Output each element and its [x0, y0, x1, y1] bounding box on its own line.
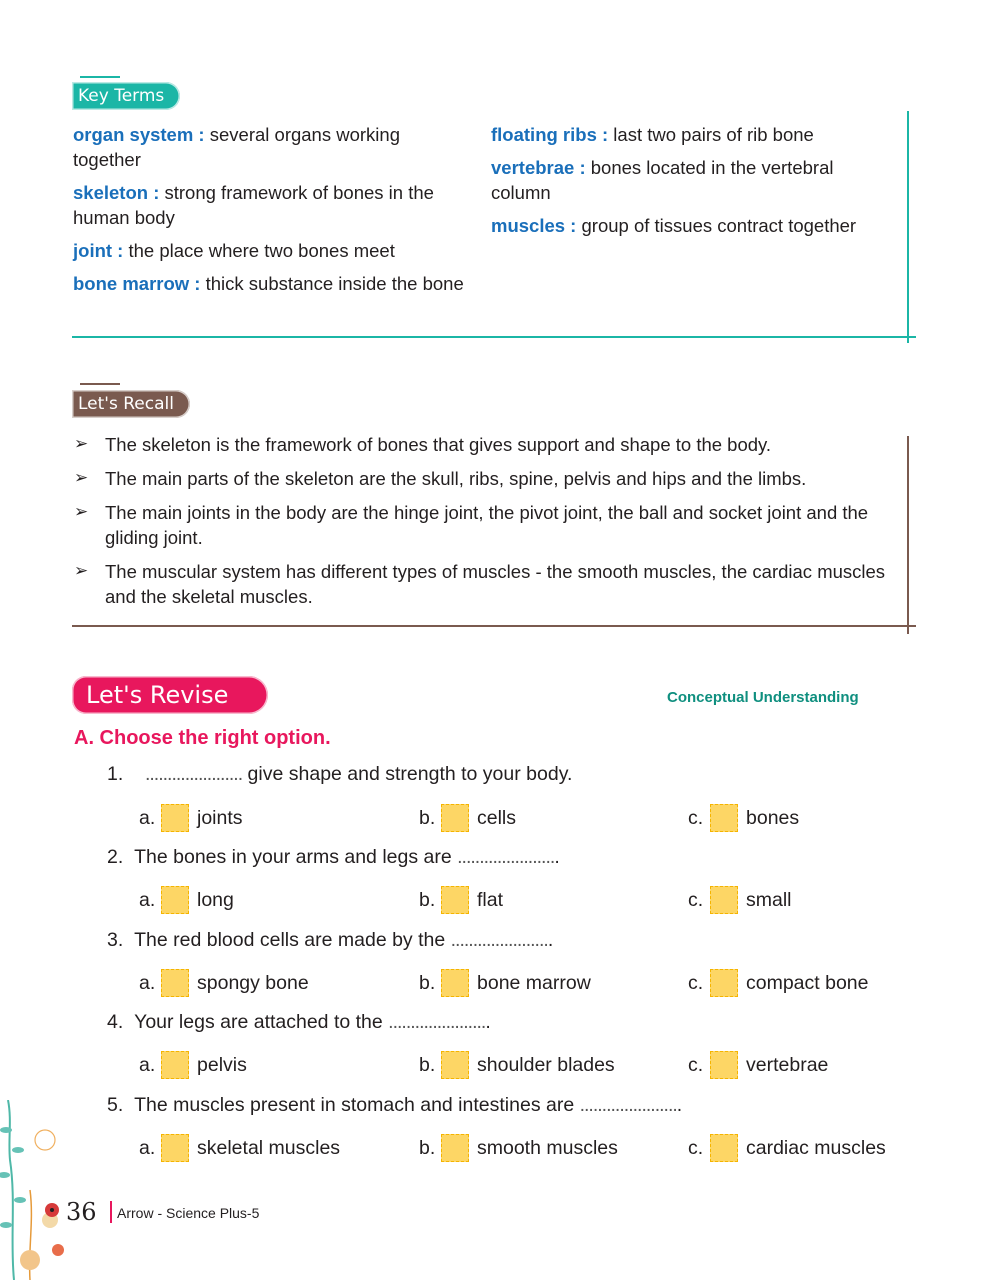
option-a[interactable]	[139, 886, 234, 914]
answer-checkbox[interactable]	[161, 1051, 189, 1079]
question-number: 3.	[107, 929, 124, 951]
key-term-item	[73, 238, 468, 263]
option-c[interactable]	[688, 1051, 828, 1079]
option-label: small	[746, 889, 792, 911]
key-term: vertebrae :	[491, 157, 586, 178]
recall-item	[74, 432, 904, 457]
answer-checkbox[interactable]	[441, 1134, 469, 1162]
question-1	[107, 763, 572, 786]
option-label: vertebrae	[746, 1054, 829, 1076]
answer-checkbox[interactable]	[161, 804, 189, 832]
answer-checkbox[interactable]	[161, 886, 189, 914]
key-term: muscles :	[491, 215, 577, 236]
option-label: skeletal muscles	[197, 1137, 341, 1159]
question-text: The bones in your arms and legs are	[134, 846, 458, 868]
floral-decoration	[0, 1100, 70, 1280]
option-b[interactable]	[419, 1051, 615, 1079]
option-letter: b.	[419, 1137, 436, 1159]
answer-blank: ......................	[457, 846, 555, 868]
key-term: organ system :	[73, 124, 205, 145]
key-term-definition: strong framework of bones in the human body	[73, 182, 434, 228]
option-label: compact bone	[746, 972, 869, 994]
recall-right-border	[907, 436, 909, 634]
question-text-end: .	[554, 846, 560, 868]
option-label: cardiac muscles	[746, 1137, 886, 1159]
question-text-end: .	[547, 929, 554, 951]
option-letter: c.	[688, 807, 704, 829]
recall-item-text: The skeleton is the framework of bones that gives support and shape to the body.	[105, 434, 772, 455]
key-term-item	[491, 122, 896, 147]
recall-item-text: The main parts of the skeleton are the skull, ribs, spine, pelvis and hips and the limbs.	[105, 468, 807, 489]
answer-checkbox[interactable]	[710, 804, 738, 832]
question-number: 5.	[107, 1094, 124, 1116]
recall-item-text: The main joints in the body are the hinge joint, the pivot joint, the ball and socket joint and the gliding joint.	[105, 502, 869, 548]
answer-checkbox[interactable]	[710, 969, 738, 997]
option-letter: c.	[688, 1054, 704, 1076]
arrowhead-bullet-icon: ➢	[74, 434, 89, 454]
option-letter: b.	[419, 807, 436, 829]
arrowhead-bullet-icon: ➢	[74, 561, 89, 581]
question-text-end: .	[485, 1011, 491, 1033]
option-label: long	[197, 889, 234, 911]
answer-blank: ......................	[579, 1094, 677, 1116]
answer-checkbox[interactable]	[441, 969, 469, 997]
key-term-item	[73, 271, 468, 296]
page-number: 36	[66, 1198, 97, 1226]
key-terms-bottom-rule	[72, 336, 916, 338]
option-letter: a.	[139, 807, 156, 829]
question-2	[107, 846, 560, 869]
recall-list	[74, 432, 904, 618]
key-term-definition: last two pairs of rib bone	[608, 124, 814, 145]
option-letter: b.	[419, 972, 436, 994]
recall-heading: Let's Recall	[72, 390, 190, 418]
revise-heading: Let's Revise	[72, 676, 268, 714]
option-label: smooth muscles	[477, 1137, 618, 1159]
key-terms-tag-accent	[80, 76, 120, 78]
key-term-definition: several organs working together	[73, 124, 400, 170]
option-label: shoulder blades	[477, 1054, 615, 1076]
question-3	[107, 929, 553, 952]
recall-tag-accent	[80, 383, 120, 385]
option-a[interactable]	[139, 1134, 340, 1162]
answer-checkbox[interactable]	[161, 969, 189, 997]
answer-checkbox[interactable]	[710, 1051, 738, 1079]
book-title: Arrow - Science Plus-5	[117, 1205, 260, 1221]
option-label: spongy bone	[197, 972, 309, 994]
option-label: bones	[746, 807, 800, 829]
question-text: Your legs are attached to the	[134, 1011, 389, 1033]
option-letter: a.	[139, 889, 156, 911]
arrowhead-bullet-icon: ➢	[74, 468, 89, 488]
question-number: 2.	[107, 846, 124, 868]
key-term-definition: the place where two bones meet	[123, 240, 395, 261]
section-a-title: A. Choose the right option.	[74, 727, 331, 749]
option-label: cells	[477, 807, 517, 829]
option-b[interactable]	[419, 886, 503, 914]
question-text-end: .	[676, 1094, 683, 1116]
answer-blank: ......................	[450, 929, 548, 951]
key-term: skeleton :	[73, 182, 160, 203]
option-letter: b.	[419, 1054, 436, 1076]
option-b[interactable]	[419, 1134, 618, 1162]
recall-bottom-rule	[72, 625, 916, 627]
recall-item	[74, 466, 904, 491]
answer-checkbox[interactable]	[710, 1134, 738, 1162]
option-a[interactable]	[139, 969, 309, 997]
answer-blank: ......................	[144, 763, 243, 785]
conceptual-understanding-label: Conceptual Understanding	[667, 689, 859, 706]
key-term: joint :	[73, 240, 124, 261]
option-letter: c.	[688, 1137, 704, 1159]
option-letter: b.	[419, 889, 436, 911]
option-letter: a.	[139, 1137, 156, 1159]
option-letter: a.	[139, 972, 156, 994]
answer-checkbox[interactable]	[441, 1051, 469, 1079]
key-terms-left-column	[73, 122, 468, 304]
question-5	[107, 1094, 682, 1117]
recall-item	[74, 500, 904, 550]
option-label: joints	[197, 807, 243, 829]
recall-item-text: The muscular system has different types of muscles - the smooth muscles, the cardiac muscles and the skeletal muscles.	[105, 561, 886, 607]
footer-divider	[110, 1201, 112, 1223]
key-terms-right-column	[491, 122, 896, 246]
option-c[interactable]	[688, 1134, 886, 1162]
answer-checkbox[interactable]	[710, 886, 738, 914]
key-terms-heading: Key Terms	[72, 82, 180, 110]
option-letter: a.	[139, 1054, 156, 1076]
key-term-item	[491, 155, 896, 205]
recall-item	[74, 559, 904, 609]
key-term-definition: group of tissues contract together	[576, 215, 857, 236]
question-number: 1.	[107, 763, 124, 785]
question-4	[107, 1011, 491, 1034]
question-number: 4.	[107, 1011, 124, 1033]
key-term-item	[491, 213, 896, 238]
option-label: pelvis	[197, 1054, 247, 1076]
option-c[interactable]	[688, 886, 792, 914]
option-label: flat	[477, 889, 504, 911]
option-a[interactable]	[139, 1051, 247, 1079]
key-term-item	[73, 180, 468, 230]
option-c[interactable]	[688, 804, 799, 832]
key-terms-right-border	[907, 111, 909, 343]
option-c[interactable]	[688, 969, 869, 997]
option-letter: c.	[688, 972, 704, 994]
answer-checkbox[interactable]	[161, 1134, 189, 1162]
key-term: floating ribs :	[491, 124, 609, 145]
option-label: bone marrow	[477, 972, 591, 994]
key-term-item	[73, 122, 468, 172]
key-term-definition: thick substance inside the bone	[200, 273, 464, 294]
option-b[interactable]	[419, 969, 591, 997]
answer-checkbox[interactable]	[441, 804, 469, 832]
question-text: The muscles present in stomach and intestines are	[134, 1094, 580, 1116]
key-term-definition: bones located in the vertebral column	[491, 157, 834, 203]
option-b[interactable]	[419, 804, 516, 832]
answer-blank: ......................	[388, 1011, 486, 1033]
option-a[interactable]	[139, 804, 243, 832]
answer-checkbox[interactable]	[441, 886, 469, 914]
arrowhead-bullet-icon: ➢	[74, 502, 89, 522]
option-letter: c.	[688, 889, 704, 911]
key-term: bone marrow :	[73, 273, 201, 294]
question-text: The red blood cells are made by the	[134, 929, 451, 951]
question-text: give shape and strength to your body.	[242, 763, 573, 785]
